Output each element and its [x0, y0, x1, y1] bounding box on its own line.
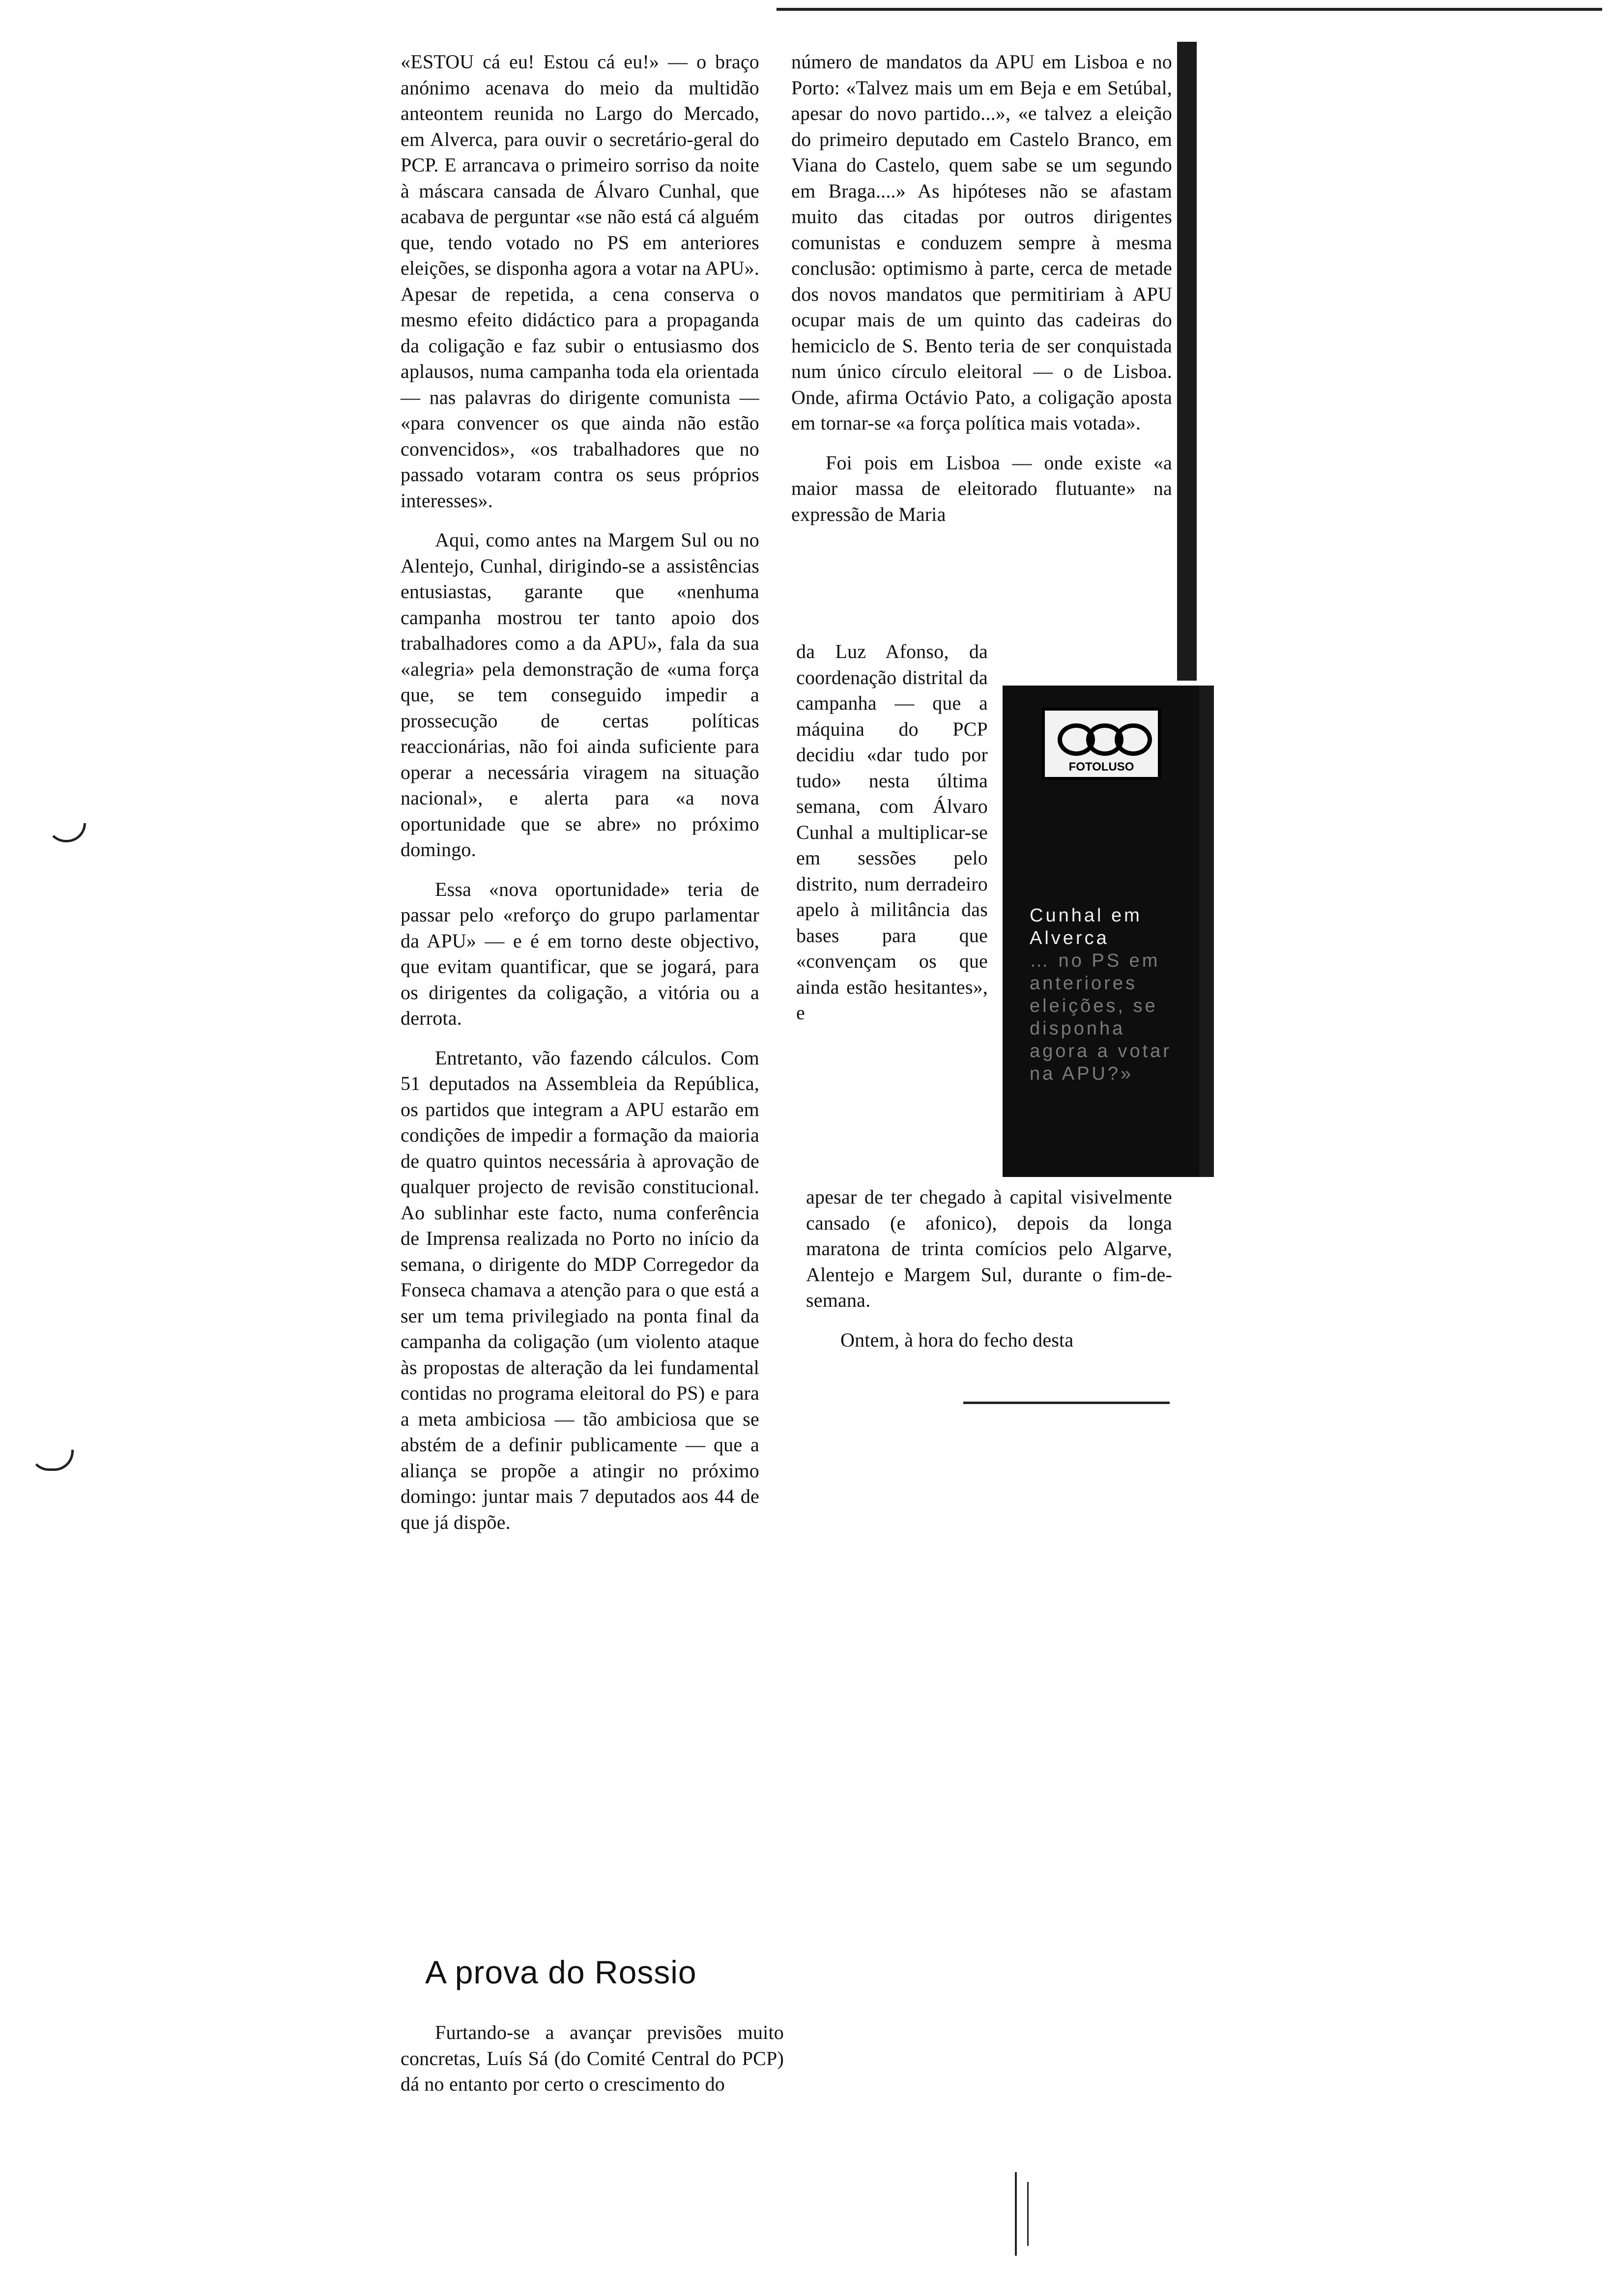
paragraph: Entretanto, vão fazendo cálculos. Com 51 deputados na Assembleia da República, os partidos que integram a APU estarão em condições de impedir a formação da maioria de quatro quintos necessária à aprovação de qualquer projecto de revisão constitucional. Ao sublinhar este facto, numa conferência de Imprensa realizada no Porto no início da semana, o dirigente do MDP Corregedor da Fonseca chamava a atenção para o que está a ser um tema privilegiado na ponta final da campanha da coligação (um violento ataque às propostas de alteração da lei fundamental contidas no programa eleitoral do PS) e para a meta ambiciosa — tão ambiciosa que se abstém de a definir publicamente — que a aliança se propõe a atingir no próximo domingo: juntar mais 7 deputados aos 44 de que já dispõe.: [401, 1046, 759, 1533]
article-left-column-continued: [401, 2020, 784, 2111]
paragraph: número de mandatos da APU em Lisboa e no Porto: «Talvez mais um em Beja e em Setúbal, apesar do novo partido...», «e talvez a eleição do primeiro deputado em Castelo Branco, em Viana do Castelo, quem sabe se um segundo em Braga....» As hipóteses não se afastam muito das citadas por outros dirigentes comunistas e conduzem sempre à mesma conclusão: optimismo à parte, cerca de metade dos novos mandatos que permitiriam à APU ocupar mais de um quinto das cadeiras do hemiciclo de S. Bento teria de ser conquistada num único círculo eleitoral — o de Lisboa. Onde, afirma Octávio Pato, a coligação aposta em tornar-se «a força política mais votada».: [791, 51, 1172, 434]
column-edge-bar: [1177, 42, 1197, 681]
photo-caption: [1030, 904, 1192, 1085]
paragraph: Foi pois em Lisboa — onde existe «a maior massa de eleitorado flutuante» na expressão de Maria: [791, 451, 1172, 525]
paragraph: Aqui, como antes na Margem Sul ou no Alentejo, Cunhal, dirigindo-se a assistências entusiastas, garante que «nenhuma campanha mostrou ter tanto apoio dos trabalhadores como a da APU», fala da sua «alegria» pela demonstração de «uma força que, se tem conseguido impedir a prossecução de certas políticas reaccionárias, não foi ainda suficiente para operar a necessária viragem na situação nacional», e alerta para «a nova oportunidade que se abre» no próximo domingo.: [401, 529, 759, 861]
margin-tick: [1027, 2182, 1029, 2246]
margin-tick: [1015, 2172, 1017, 2256]
article-right-column-bottom: [806, 1184, 1172, 1367]
caption-faded-text: … no PS em anteriores eleições, se disponha agora a votar na APU?»: [1030, 950, 1172, 1084]
article-right-narrow-column: [796, 639, 988, 1040]
paragraph: Ontem, à hora do fecho desta: [840, 1328, 1074, 1351]
punch-mark-upper: [47, 823, 86, 842]
subheading: A prova do Rossio: [425, 1954, 697, 1990]
paragraph: da Luz Afonso, da coordenação distrital da campanha — que a máquina do PCP decidiu «dar tudo por tudo» nesta última semana, com Álvaro Cunhal a multiplicar-se em sessões pelo distrito, num derradeiro apelo à militância das bases para que «convençam os que ainda estão hesitantes», e: [796, 640, 988, 1024]
paragraph: «ESTOU cá eu! Estou cá eu!» — o braço anónimo acenava do meio da multidão anteontem reunida no Largo do Mercado, em Alverca, para ouvir o secretário-geral do PCP. E arrancava o primeiro sorriso da noite à máscara cansada de Álvaro Cunhal, que acabava de perguntar «se não está cá alguém que, tendo votado no PS em anteriores eleições, se disponha agora a votar na APU». Apesar de repetida, a cena conserva o mesmo efeito didáctico para a propaganda da coligação e faz subir o entusiasmo dos aplausos, numa campanha toda ela orientada — nas palavras do dirigente comunista — «para convencer os que ainda não estão convencidos», «os trabalhadores que no passado votaram contra os seus próprios interesses».: [401, 51, 759, 512]
article-left-column: [401, 49, 759, 1549]
paragraph: apesar de ter chegado à capital visivelmente cansado (e afonico), depois da longa maratona de trinta comícios pelo Algarve, Alentejo e Margem Sul, durante o fim-de-semana.: [806, 1186, 1172, 1311]
top-rule: [777, 8, 1602, 11]
photo-agency-logo: [1042, 708, 1161, 780]
paragraph: Furtando-se a avançar previsões muito concretas, Luís Sá (do Comité Central do PCP) dá no entanto por certo o crescimento do: [401, 2021, 784, 2095]
caption-line: Cunhal em: [1030, 905, 1142, 926]
punch-mark-lower: [29, 1450, 74, 1471]
logo-text: FOTOLUSO: [1068, 760, 1134, 774]
caption-line: Alverca: [1030, 928, 1109, 948]
column-divider-end-rule: [963, 1402, 1170, 1404]
article-right-column: [791, 49, 1172, 541]
paragraph: Essa «nova oportunidade» teria de passar pelo «reforço do grupo parlamentar da APU» — e é em torno deste objectivo, que evitam quantificar, que se jogará, para os dirigentes da coligação, a vitória ou a derrota.: [401, 878, 759, 1029]
logo-ring-icon: [1115, 723, 1152, 756]
